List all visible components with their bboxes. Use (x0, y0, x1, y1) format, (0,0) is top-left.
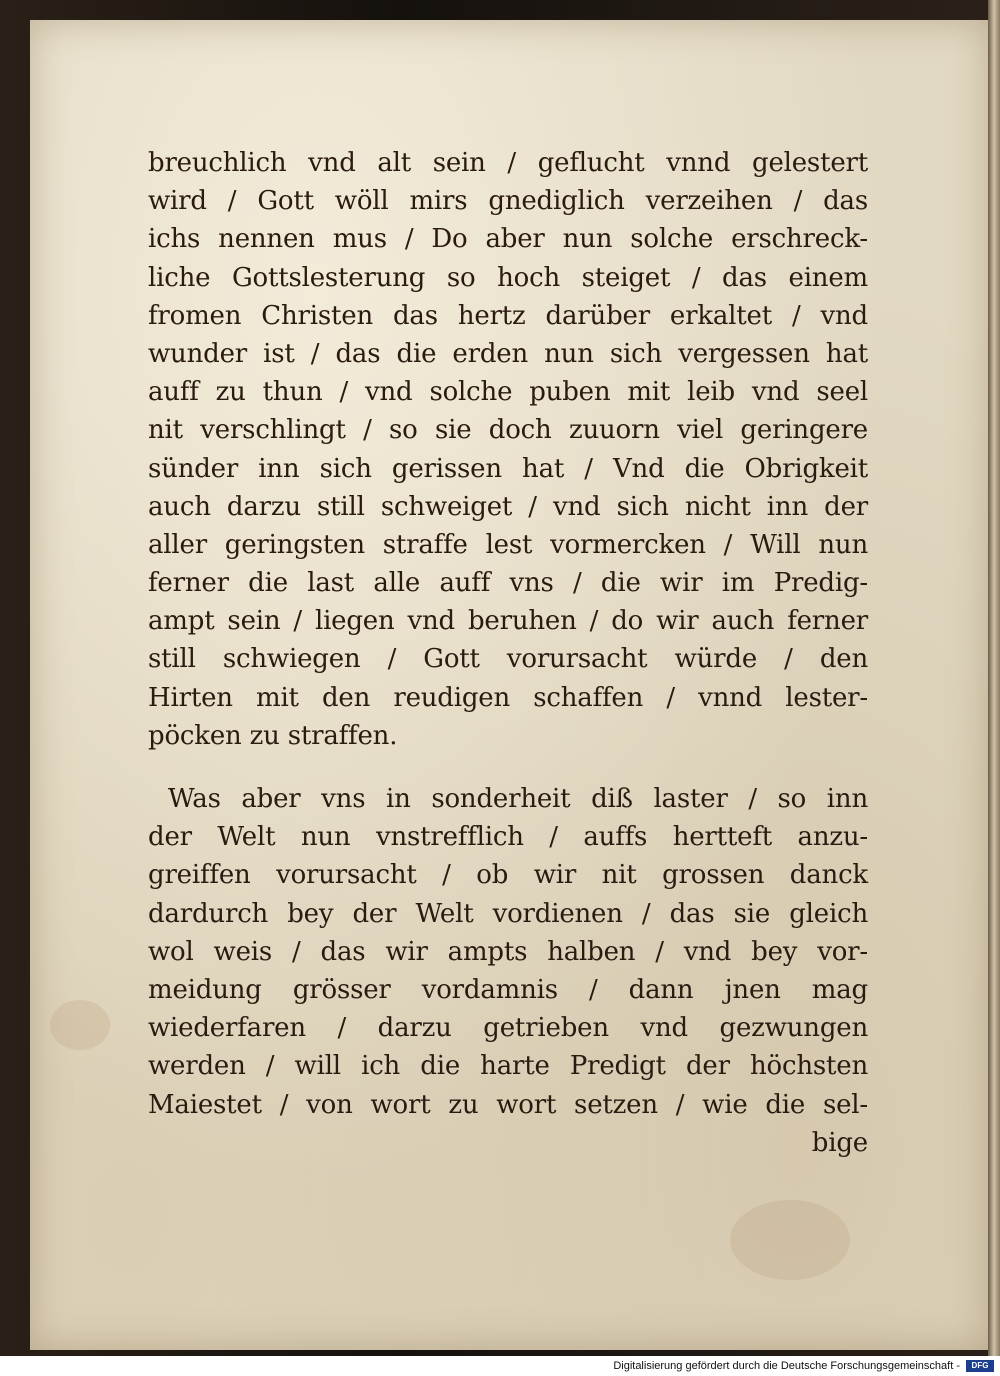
text-line: breuchlich vnd alt sein / geflucht vnnd gelestert (148, 148, 868, 178)
text-line: Was aber vns in sonderheit diß laster / so inn (168, 784, 868, 814)
text-line: auch darzu still schweiget / vnd sich nicht inn der (148, 491, 868, 522)
dfg-logo: DFG (966, 1360, 994, 1372)
text-line: wol weis / das wir ampts halben / vnd bey vor- (148, 936, 868, 967)
text-line: ichs nennen mus / Do aber nun solche erschreck- (148, 224, 868, 255)
text-line: wunder ist / das die erden nun sich vergessen hat (148, 338, 868, 369)
catchword: bige (811, 1127, 868, 1158)
text-line: fromen Christen das hertz darüber erkaltet / vnd (148, 300, 868, 331)
paragraph-2 (148, 780, 868, 1162)
text-line: ampt sein / liegen vnd beruhen / do wir auch ferner (148, 606, 868, 637)
footer-credit: Digitalisierung gefördert durch die Deutsche Forschungsgemeinschaft - (613, 1360, 960, 1372)
text-line: Hirten mit den reudigen schaffen / vnnd lester- (148, 682, 868, 713)
paper-stain (730, 1200, 850, 1280)
text-line: auff zu thun / vnd solche puben mit leib vnd seel (148, 377, 868, 408)
text-line: nit verschlingt / so sie doch zuuorn viel geringere (148, 415, 868, 446)
paragraph-1 (148, 144, 868, 755)
text-line: werden / will ich die harte Predigt der höchsten (148, 1051, 868, 1082)
text-line: liche Gottslesterung so hoch steiget / das einem (148, 262, 868, 293)
page-edge (988, 0, 1000, 1356)
paper-stain (50, 1000, 110, 1050)
text-line: dardurch bey der Welt vordienen / das sie gleich (148, 898, 868, 929)
text-line: der Welt nun vnstrefflich / auffs hertteft anzu- (148, 822, 868, 853)
text-line: pöcken zu straffen. (148, 720, 398, 751)
text-line: wiederfaren / darzu getrieben vnd gezwungen (148, 1013, 868, 1044)
text-line: Maiestet / von wort zu wort setzen / wie die sel- (148, 1089, 868, 1120)
text-line: still schwiegen / Gott vorursacht würde / den (148, 644, 868, 675)
text-line: sünder inn sich gerissen hat / Vnd die Obrigkeit (148, 453, 868, 484)
text-line: ferner die last alle auff vns / die wir im Predig- (148, 568, 868, 599)
footer-bar (0, 1356, 1000, 1376)
text-line: aller geringsten straffe lest vormercken / Will nun (148, 529, 868, 560)
text-line: wird / Gott wöll mirs gnediglich verzeihen / das (148, 186, 868, 217)
text-line: meidung grösser vordamnis / dann jnen mag (148, 974, 868, 1005)
text-line: greiffen vorursacht / ob wir nit grossen danck (148, 860, 868, 891)
